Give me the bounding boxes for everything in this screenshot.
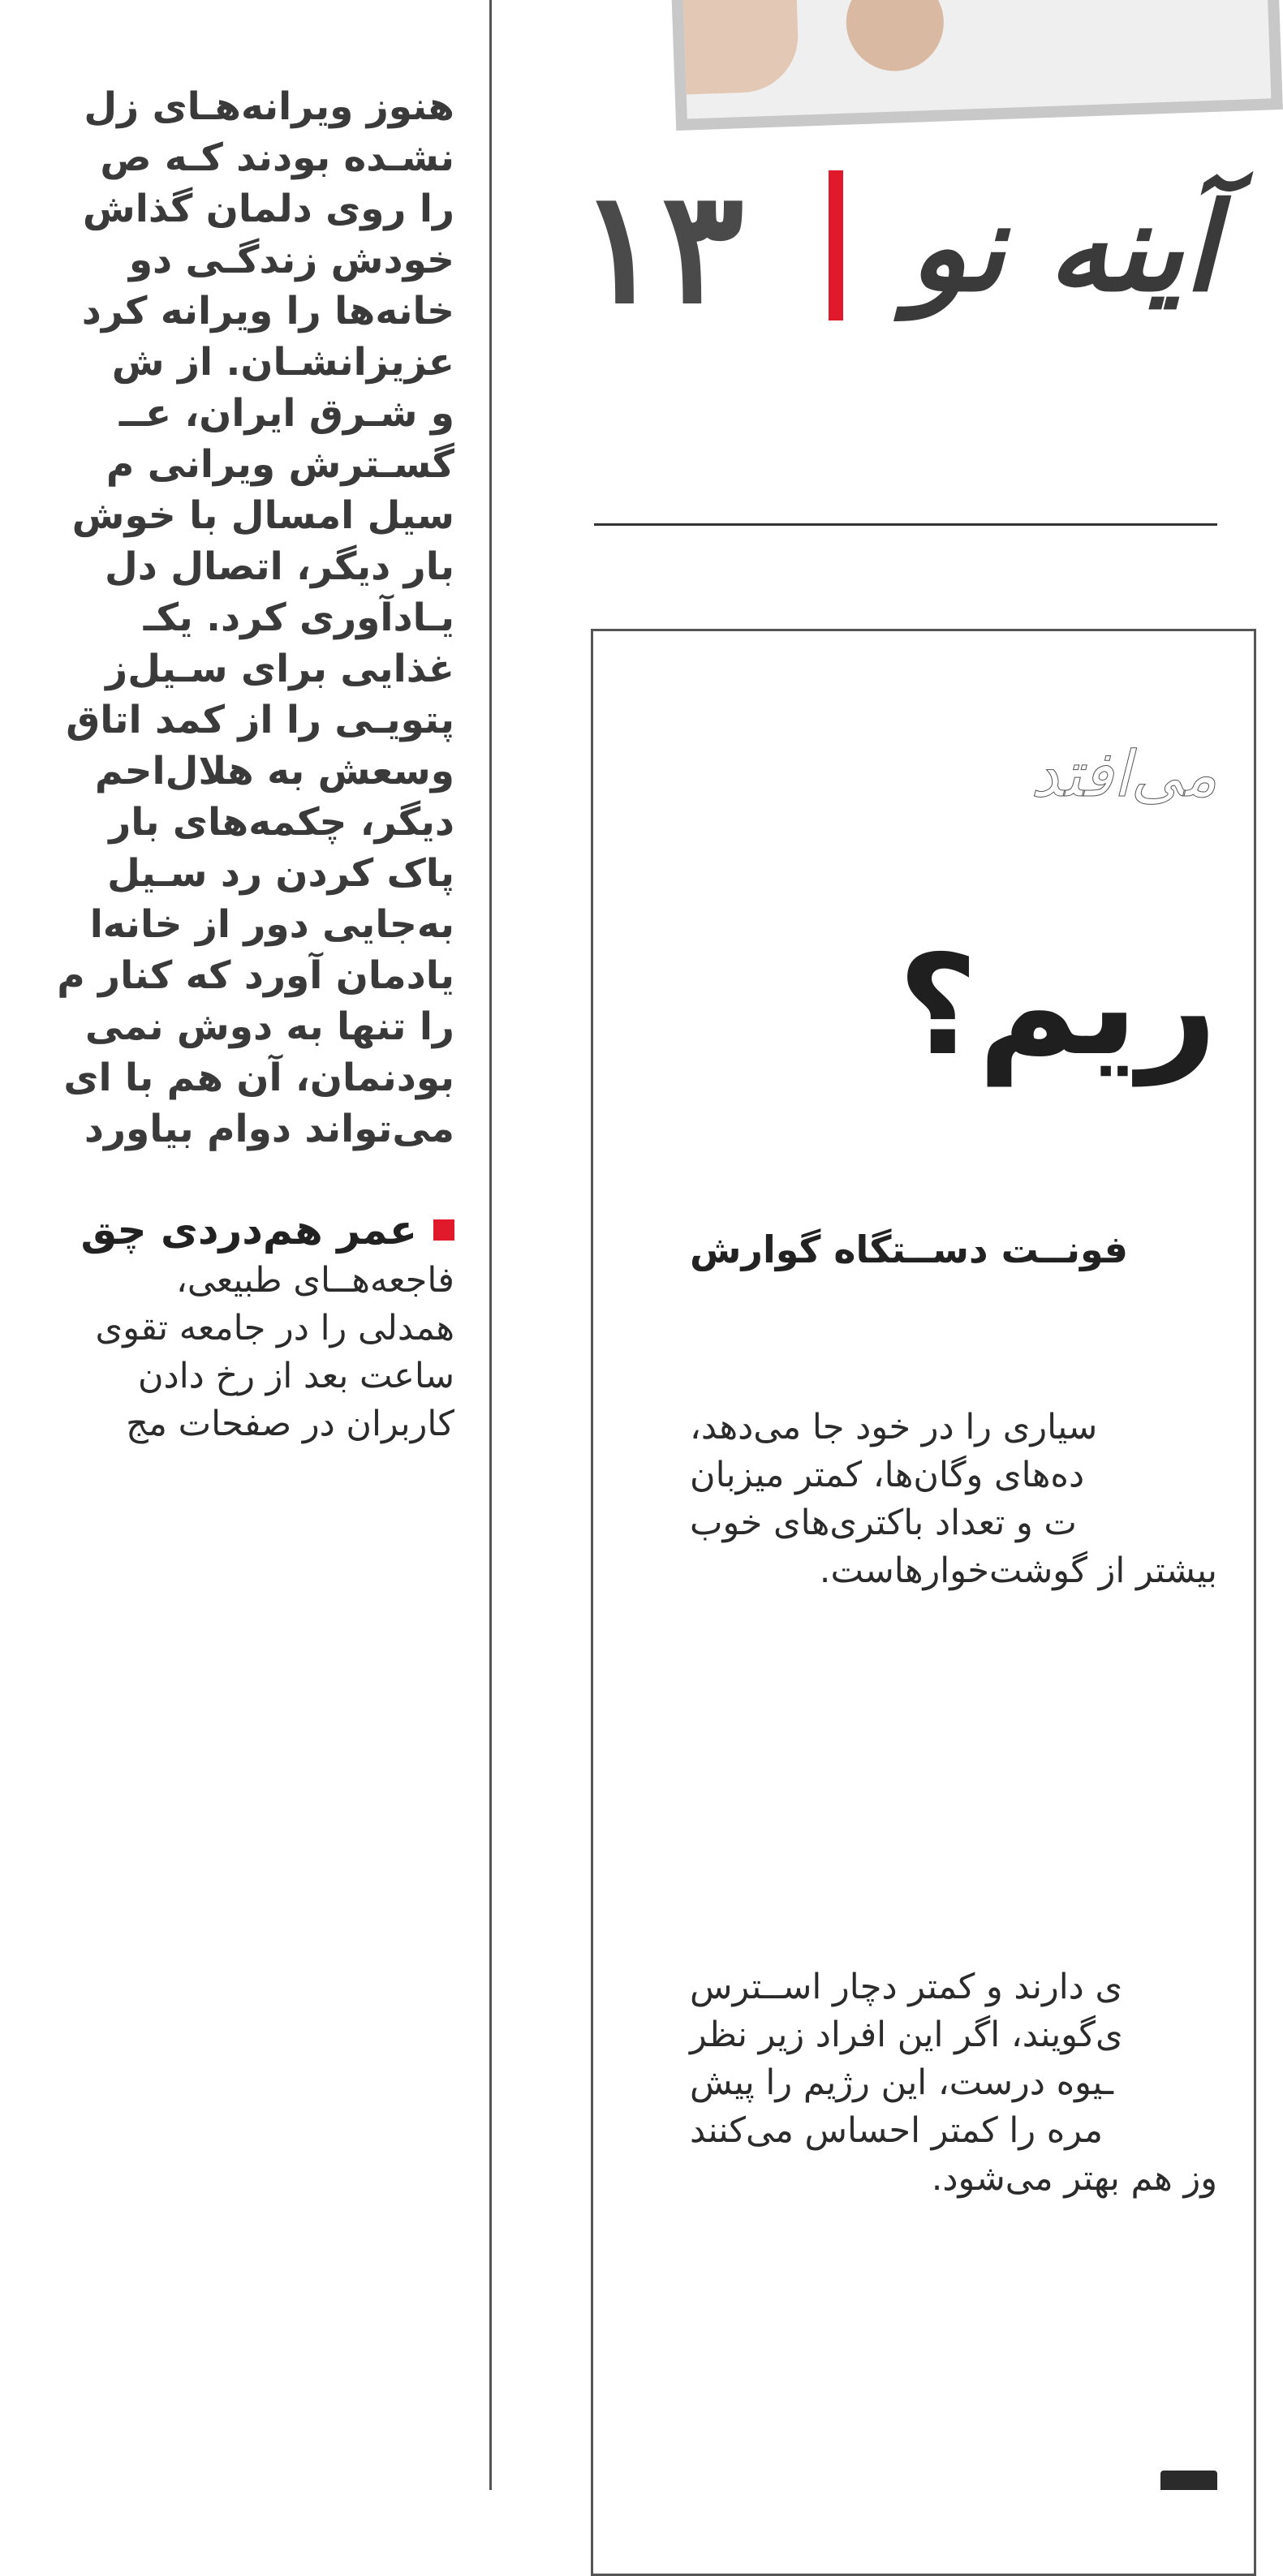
text-line: گسـترش ویرانی م <box>105 442 454 487</box>
left-second-paragraph <box>0 1257 454 1448</box>
text-line: وز هم بهتر می‌شود. <box>931 2158 1217 2199</box>
text-line: ت و تعداد باکتری‌های خوب <box>690 1503 1077 1543</box>
text-line: مره را کمتر احساس می‌کنند <box>690 2110 1104 2151</box>
article-kicker: می‌افتد <box>1030 738 1217 811</box>
text-line: پاک کردن رد سـیل <box>107 851 454 896</box>
text-line: بار دیگر، اتصال دل <box>104 544 454 589</box>
red-square-bullet-icon <box>433 1219 454 1241</box>
column-divider <box>489 0 492 2490</box>
text-line: سیاری را در خود جا می‌دهد، <box>690 1407 1098 1447</box>
text-line: غذایی برای سـیل‌ز <box>105 647 454 691</box>
article-paragraph-2 <box>690 1963 1217 2223</box>
text-line: به‌جایی دور از خانه‌ا <box>89 902 454 947</box>
header-photo <box>671 0 1283 131</box>
text-line: خانه‌ها را ویرانه کرد <box>81 289 454 333</box>
text-line: یادمان آورد که کنار م <box>57 953 454 998</box>
article-paragraph-1 <box>690 1404 1217 1606</box>
text-line: و شـرق ایران، عــ <box>118 391 454 436</box>
publication-logo: آینه نو <box>908 176 1217 319</box>
section-subhead: عمر هم‌دردی چق <box>80 1206 417 1254</box>
text-line: فاجعه‌هــای طبیعی، <box>176 1260 454 1301</box>
text-line: همدلی را در جامعه تقوی <box>95 1308 454 1348</box>
text-line: پتویـی را از کمد اتاق <box>66 698 454 742</box>
text-line: سیل امسال با خوش <box>71 493 454 538</box>
text-line: می‌تواند دوام بیاورد <box>84 1107 454 1151</box>
photo-hand <box>683 0 800 95</box>
text-line: وسعش به هلال‌احم <box>94 749 454 793</box>
text-line: یـادآوری کرد. یکـ <box>143 596 454 640</box>
text-line: خودش زندگـی دو <box>128 238 454 282</box>
article-headline: ریم؟ <box>898 926 1217 1086</box>
text-line: دیگر، چکمه‌های بار <box>109 800 454 845</box>
text-line: ساعت بعد از رخ دادن <box>137 1356 454 1396</box>
page-number: ۱۳ <box>578 157 745 338</box>
photo-face <box>845 0 945 73</box>
text-line: را تنها به دوش نمی <box>84 1004 454 1049</box>
text-line: بودنمان، آن هم با ای <box>63 1056 454 1100</box>
left-intro-paragraph <box>0 81 454 1155</box>
header-divider-bar <box>829 170 843 320</box>
text-line: ـیوه درست، این رژیم را پیش <box>690 2062 1113 2103</box>
text-line: را روی دلمان گذاش <box>82 187 454 231</box>
article-byline: فونــت دســتگاه گوارش <box>690 1228 1128 1271</box>
header-rule <box>594 523 1217 526</box>
text-line: هنوز ویرانه‌هـای زل <box>84 84 454 129</box>
text-line: نشـده بودند کـه ص <box>100 135 454 180</box>
text-line: ی دارند و کمتر دچار اســترس <box>690 1967 1123 2007</box>
text-line: ده‌های وگان‌ها، کمتر میزبان <box>690 1455 1085 1495</box>
section-subhead-row <box>0 1203 454 1257</box>
text-line: عزیزانشـان. از ش <box>111 340 454 385</box>
text-line: بیشتر از گوشت‌خوارهاست. <box>819 1550 1217 1591</box>
text-line: ی‌گویند، اگر این افراد زیر نظر <box>690 2015 1123 2055</box>
text-line: کاربران در صفحات مج <box>126 1404 454 1444</box>
left-article-column <box>0 81 454 2490</box>
next-paragraph-fragment <box>1160 2471 1217 2490</box>
